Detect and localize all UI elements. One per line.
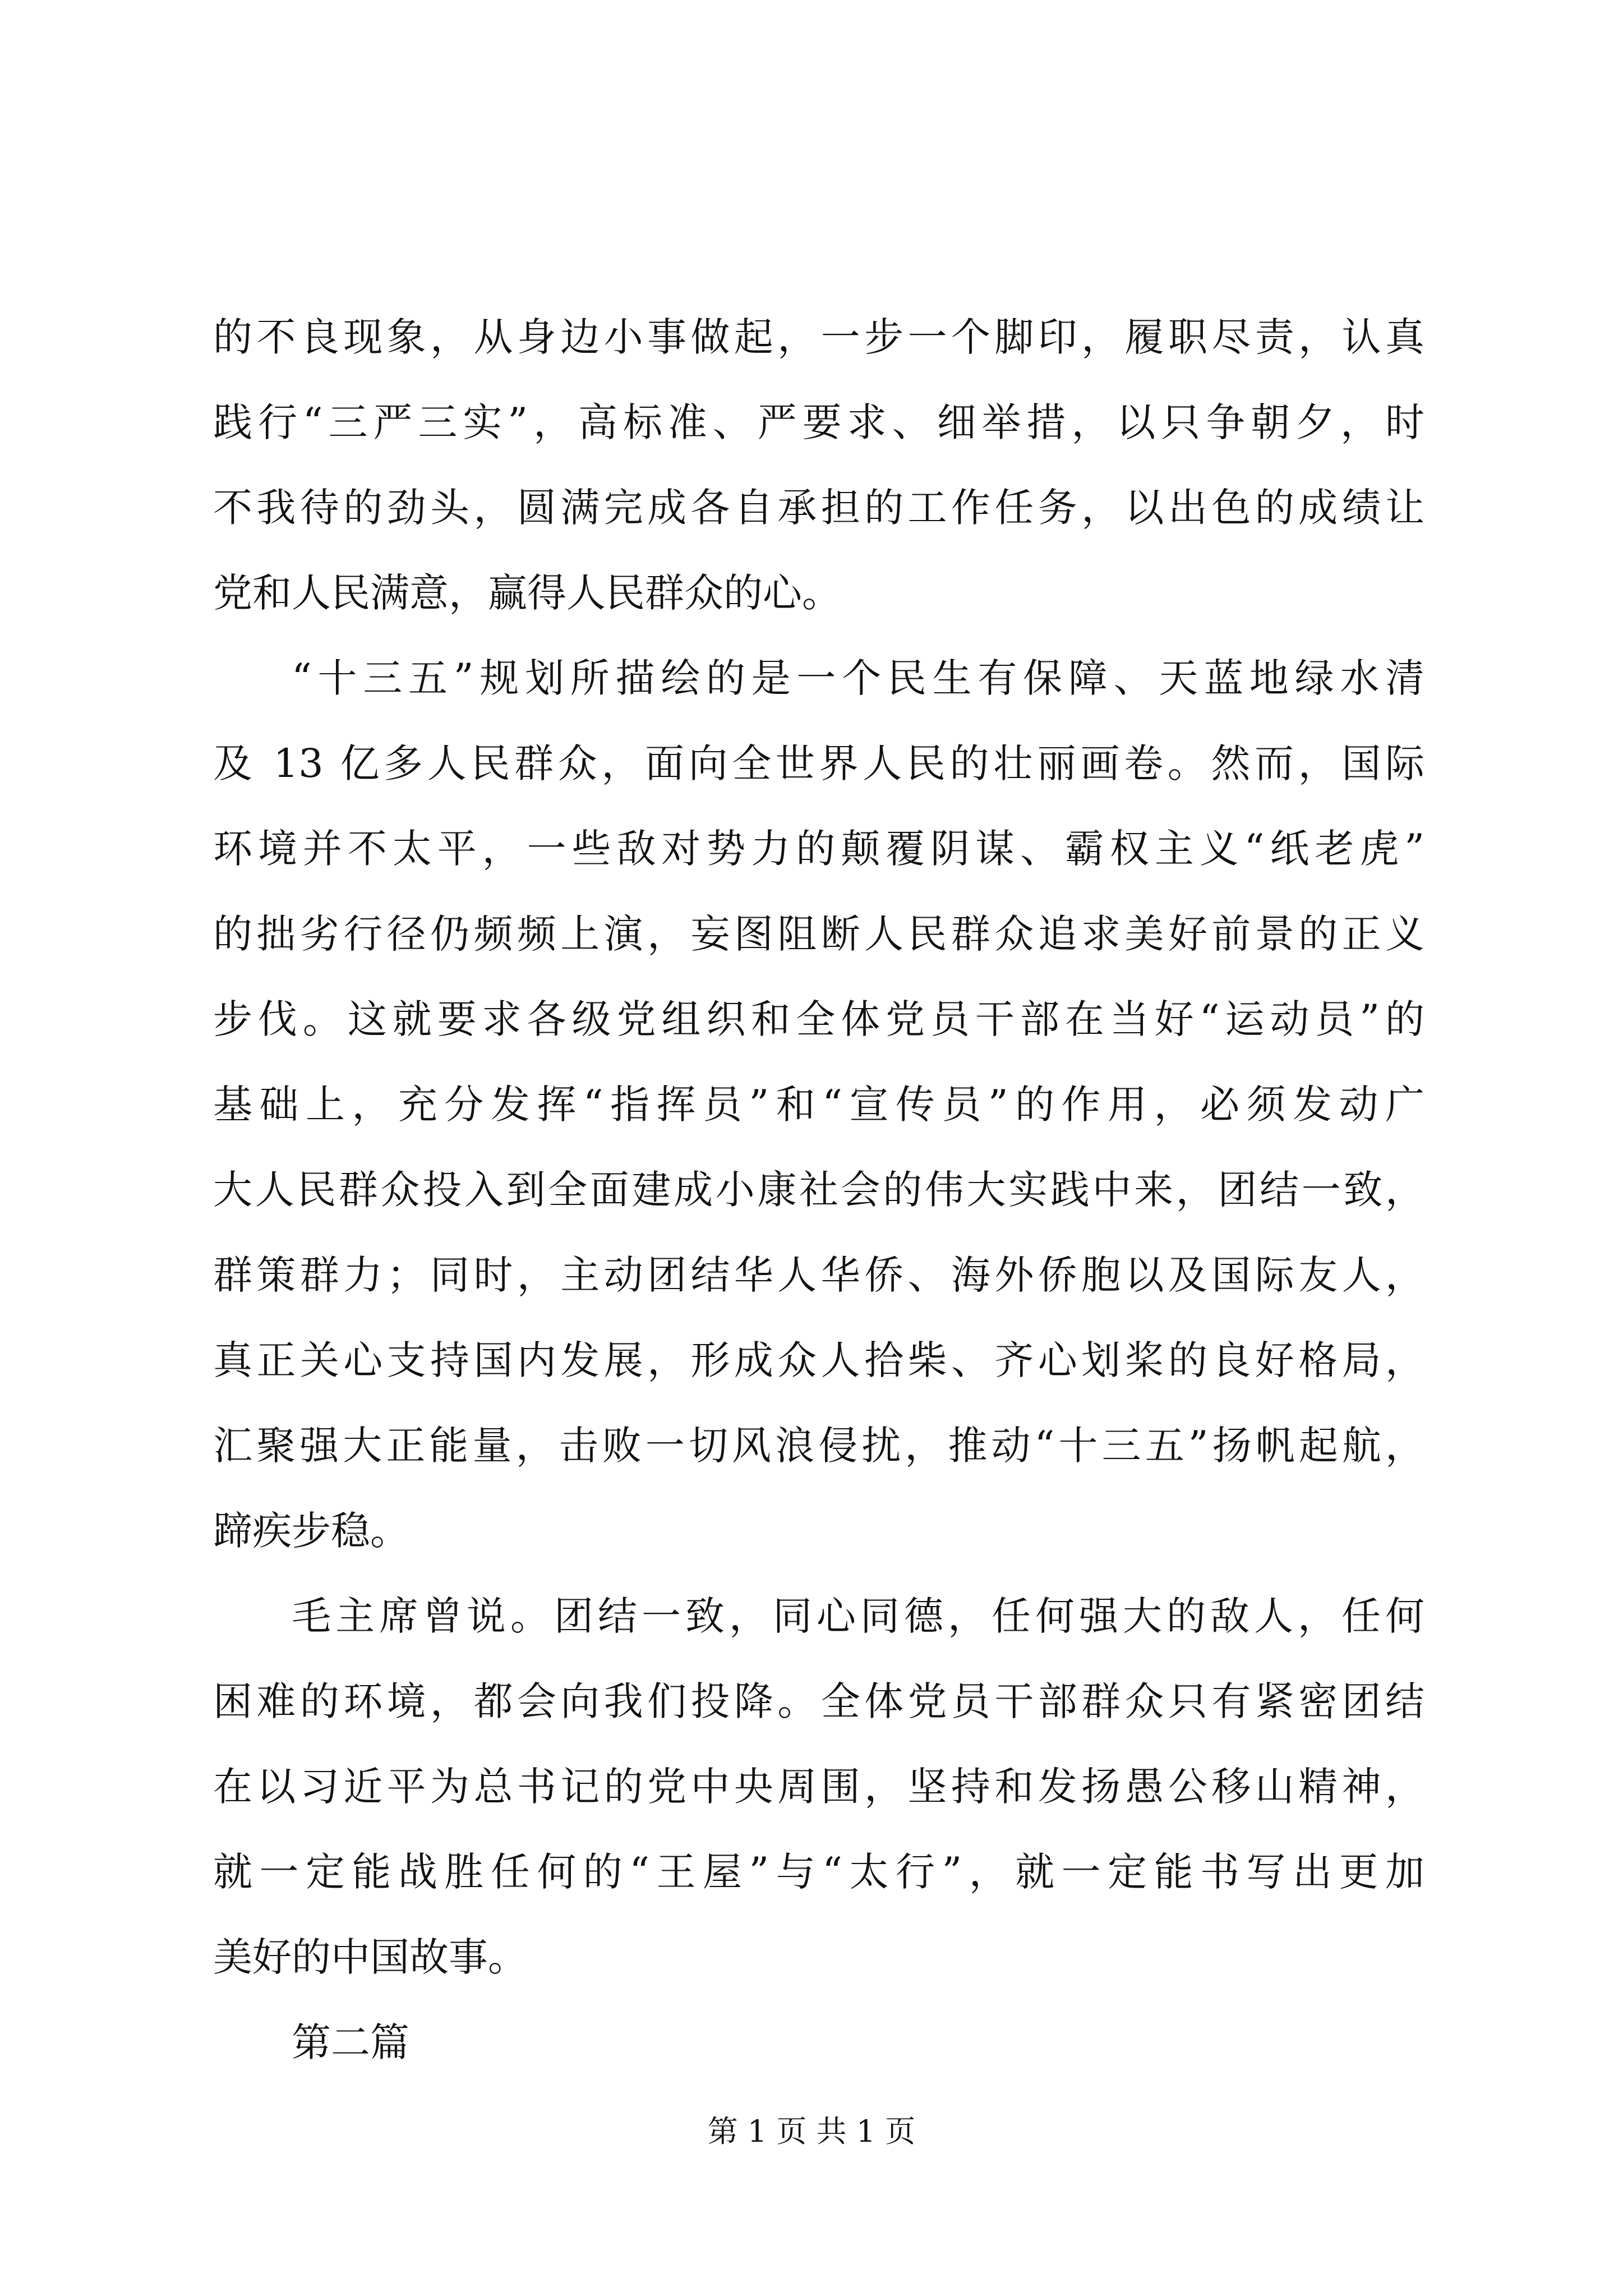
paragraph-1 [213, 295, 1424, 636]
text-line: 环境并不太平，一些敌对势力的颠覆阴谋、霸权主义“纸老虎” [213, 826, 1424, 872]
text-line: 困难的环境，都会向我们投降。全体党员干部群众只有紧密团结 [213, 1678, 1424, 1724]
text-line: 蹄疾步稳。 [213, 1508, 409, 1554]
text-line: 践行“三严三实”，高标准、严要求、细举措，以只争朝夕，时 [213, 399, 1424, 445]
text-line: 大人民群众投入到全面建成小康社会的伟大实践中来，团结一致， [213, 1167, 1424, 1213]
text-line: 第二篇 [292, 2019, 409, 2065]
text-line: 不我待的劲头，圆满完成各自承担的工作任务，以出色的成绩让 [213, 485, 1424, 531]
text-line: 汇聚强大正能量，击败一切风浪侵扰，推动“十三五”扬帆起航， [213, 1423, 1424, 1469]
text-line: 真正关心支持国内发展，形成众人拾柴、齐心划桨的良好格局， [213, 1337, 1424, 1383]
section-heading [213, 2000, 1424, 2085]
text-line: 步伐。这就要求各级党组织和全体党员干部在当好“运动员”的 [213, 996, 1424, 1042]
text-line: “十三五”规划所描绘的是一个民生有保障、天蓝地绿水清 [292, 655, 1424, 701]
text-line: 党和人民满意，赢得人民群众的心。 [213, 570, 841, 616]
text-line: 在以习近平为总书记的党中央周围，坚持和发扬愚公移山精神， [213, 1764, 1424, 1810]
text-line: 的不良现象，从身边小事做起，一步一个脚印，履职尽责，认真 [213, 314, 1424, 360]
text-line: 美好的中国故事。 [213, 1934, 527, 1980]
text-line: 就一定能战胜任何的“王屋”与“太行”，就一定能书写出更加 [213, 1849, 1424, 1895]
text-line: 及 13 亿多人民群众，面向全世界人民的壮丽画卷。然而，国际 [213, 740, 1424, 786]
text-line: 的拙劣行径仍频频上演，妄图阻断人民群众追求美好前景的正义 [213, 911, 1424, 957]
text-line: 毛主席曾说。团结一致，同心同德，任何强大的敌人，任何 [292, 1593, 1424, 1639]
text-line: 群策群力；同时，主动团结华人华侨、海外侨胞以及国际友人， [213, 1252, 1424, 1298]
paragraph-2 [213, 636, 1424, 1573]
paragraph-3 [213, 1573, 1424, 2000]
page-footer: 第 1 页 共 1 页 [707, 2114, 916, 2149]
text-line: 基础上，充分发挥“指挥员”和“宣传员”的作用，必须发动广 [213, 1082, 1424, 1128]
